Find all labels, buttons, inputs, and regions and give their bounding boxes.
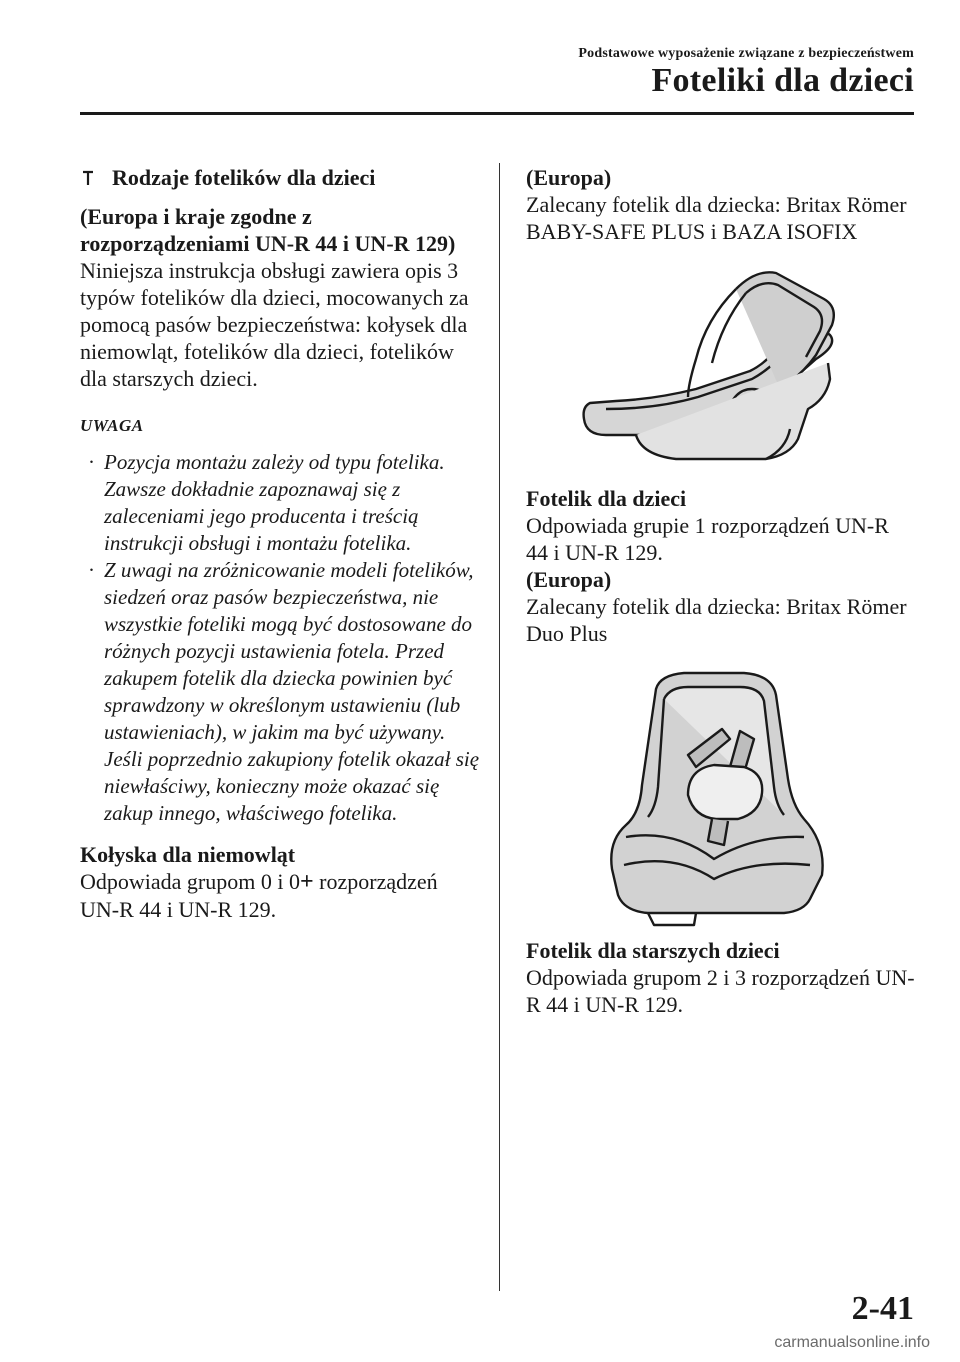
note-label: UWAGA [80, 416, 144, 435]
region-label: (Europa) [526, 567, 612, 592]
section-title: Rodzaje fotelików dla dzieci [112, 165, 376, 190]
watermark: carmanualsonline.info [774, 1334, 930, 1351]
child-seat-text: Odpowiada grupie 1 rozporządzeń UN-R 44 i UN-R 129. [526, 513, 889, 565]
section-heading [80, 164, 480, 191]
infant-carrier-icon [576, 259, 836, 475]
plus-icon: + [299, 869, 314, 895]
intro-paragraph: Niniejsza instrukcja obsługi zawiera opis 3 typów fotelików dla dzieci, mocowanych za pomocą pasów bezpieczeństwa: kołysek dla niemowląt, fotelików dla dzieci, fotelików dla starszych dzieci. [80, 258, 469, 391]
left-column [80, 164, 480, 923]
infant-carrier-text: Odpowiada grupom 0 i 0+ rozporządzeń UN-R 44 i UN-R 129. [80, 869, 438, 922]
region-label: (Europa) [526, 165, 612, 190]
region-heading: (Europa i kraje zgodne z rozporządzeniami UN-R 44 i UN-R 129) [80, 204, 456, 256]
page-number: 2-41 [851, 1290, 914, 1327]
chapter-subtitle: Podstawowe wyposażenie związane z bezpieczeństwem [578, 46, 914, 61]
note-item: · Pozycja montażu zależy od typu fotelika. Zawsze dokładnie zapoznawaj się z zaleceniami jego producenta i treścią instrukcji obsługi i montażu fotelika. [88, 450, 445, 555]
note-item: · Z uwagi na zróżnicowanie modeli fotelików, siedzeń oraz pasów bezpieczeństwa, nie wszystkie foteliki mogą być dostosowane do różnych pozycji ustawienia fotela. Przed zakupem fotelik dla dziecka powinien być sprawdzony w określonym ustawieniu (lub ustawieniach), w jakim ma być używany. Jeśli poprzednio zakupiony fotelik okazał się niewłaściwy, konieczny może okazać się zakup innego, właściwego fotelika. [88, 558, 480, 825]
right-column [526, 164, 916, 1018]
booster-seat-title: Fotelik dla starszych dzieci [526, 938, 780, 963]
child-seat-icon [604, 669, 834, 927]
child-seat-recommendation: Zalecany fotelik dla dziecka: Britax Römer Duo Plus [526, 594, 907, 646]
booster-seat-text: Odpowiada grupom 2 i 3 rozporządzeń UN-R 44 i UN-R 129. [526, 965, 915, 1017]
section-marker-icon [82, 170, 94, 186]
infant-carrier-title: Kołyska dla niemowląt [80, 842, 296, 867]
column-divider [499, 163, 500, 1291]
child-seat-title: Fotelik dla dzieci [526, 486, 687, 511]
header-rule [80, 112, 914, 115]
bullet-dot-icon: · [88, 558, 95, 582]
page-title: Foteliki dla dzieci [651, 62, 914, 99]
infant-recommendation: Zalecany fotelik dla dziecka: Britax Römer BABY-SAFE PLUS i BAZA ISOFIX [526, 192, 907, 244]
bullet-dot-icon: · [88, 450, 95, 474]
